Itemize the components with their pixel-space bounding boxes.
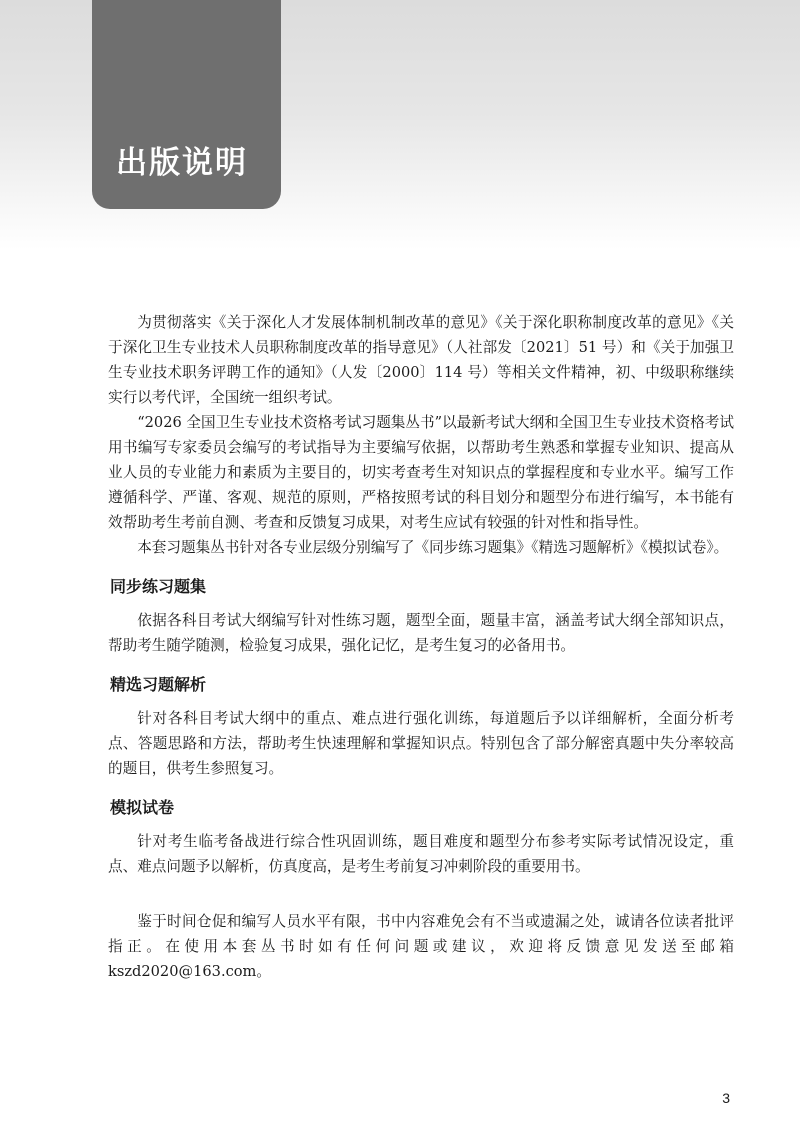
- title-tab: [92, 0, 281, 209]
- section-heading-sync-exercises: 同步练习题集: [110, 577, 207, 596]
- section-heading-mock-exams: 模拟试卷: [110, 798, 175, 817]
- page-number: 3: [722, 1090, 730, 1106]
- intro-paragraph-1: 为贯彻落实《关于深化人才发展体制机制改革的意见》《关于深化职称制度改革的意见》《关于深化卫生专业技术人员职称制度改革的指导意见》（人社部发〔2021〕51 号）和《关于加强卫生专业技术职务评聘工作的通知》（人发〔2000〕114 号）等相关文件精神，初、中级职称继续实行以考代评，全国统一组织考试。: [108, 314, 734, 406]
- intro-paragraph-3: 本套习题集丛书针对各专业层级分别编写了《同步练习题集》《精选习题解析》《模拟试卷》。: [137, 539, 729, 556]
- document-body: [108, 310, 734, 984]
- closing-paragraph: 鉴于时间仓促和编写人员水平有限，书中内容难免会有不当或遗漏之处，诚请各位读者批评指正。在使用本套丛书时如有任何问题或建议，欢迎将反馈意见发送至邮箱 kszd2020@163.com。: [108, 913, 734, 980]
- section-text-mock-exams: 针对考生临考备战进行综合性巩固训练，题目难度和题型分布参考实际考试情况设定，重点、难点问题予以解析，仿真度高，是考生考前复习冲刺阶段的重要用书。: [108, 833, 734, 875]
- section-heading-selected-analysis: 精选习题解析: [110, 675, 207, 694]
- page-title: 出版说明: [116, 145, 248, 181]
- section-text-selected-analysis: 针对各科目考试大纲中的重点、难点进行强化训练，每道题后予以详细解析，全面分析考点、答题思路和方法，帮助考生快速理解和掌握知识点。特别包含了部分解密真题中失分率较高的题目，供考生参照复习。: [108, 710, 734, 777]
- intro-paragraph-2: “2026 全国卫生专业技术资格考试习题集丛书”以最新考试大纲和全国卫生专业技术资格考试用书编写专家委员会编写的考试指导为主要编写依据，以帮助考生熟悉和掌握专业知识、提高从业人员的专业能力和素质为主要目的，切实考查考生对知识点的掌握程度和专业水平。编写工作遵循科学、严谨、客观、规范的原则，严格按照考试的科目划分和题型分布进行编写，本书能有效帮助考生考前自测、考查和反馈复习成果，对考生应试有较强的针对性和指导性。: [108, 414, 734, 531]
- section-text-sync-exercises: 依据各科目考试大纲编写针对性练习题，题型全面，题量丰富，涵盖考试大纲全部知识点，帮助考生随学随测，检验复习成果，强化记忆，是考生复习的必备用书。: [108, 612, 734, 654]
